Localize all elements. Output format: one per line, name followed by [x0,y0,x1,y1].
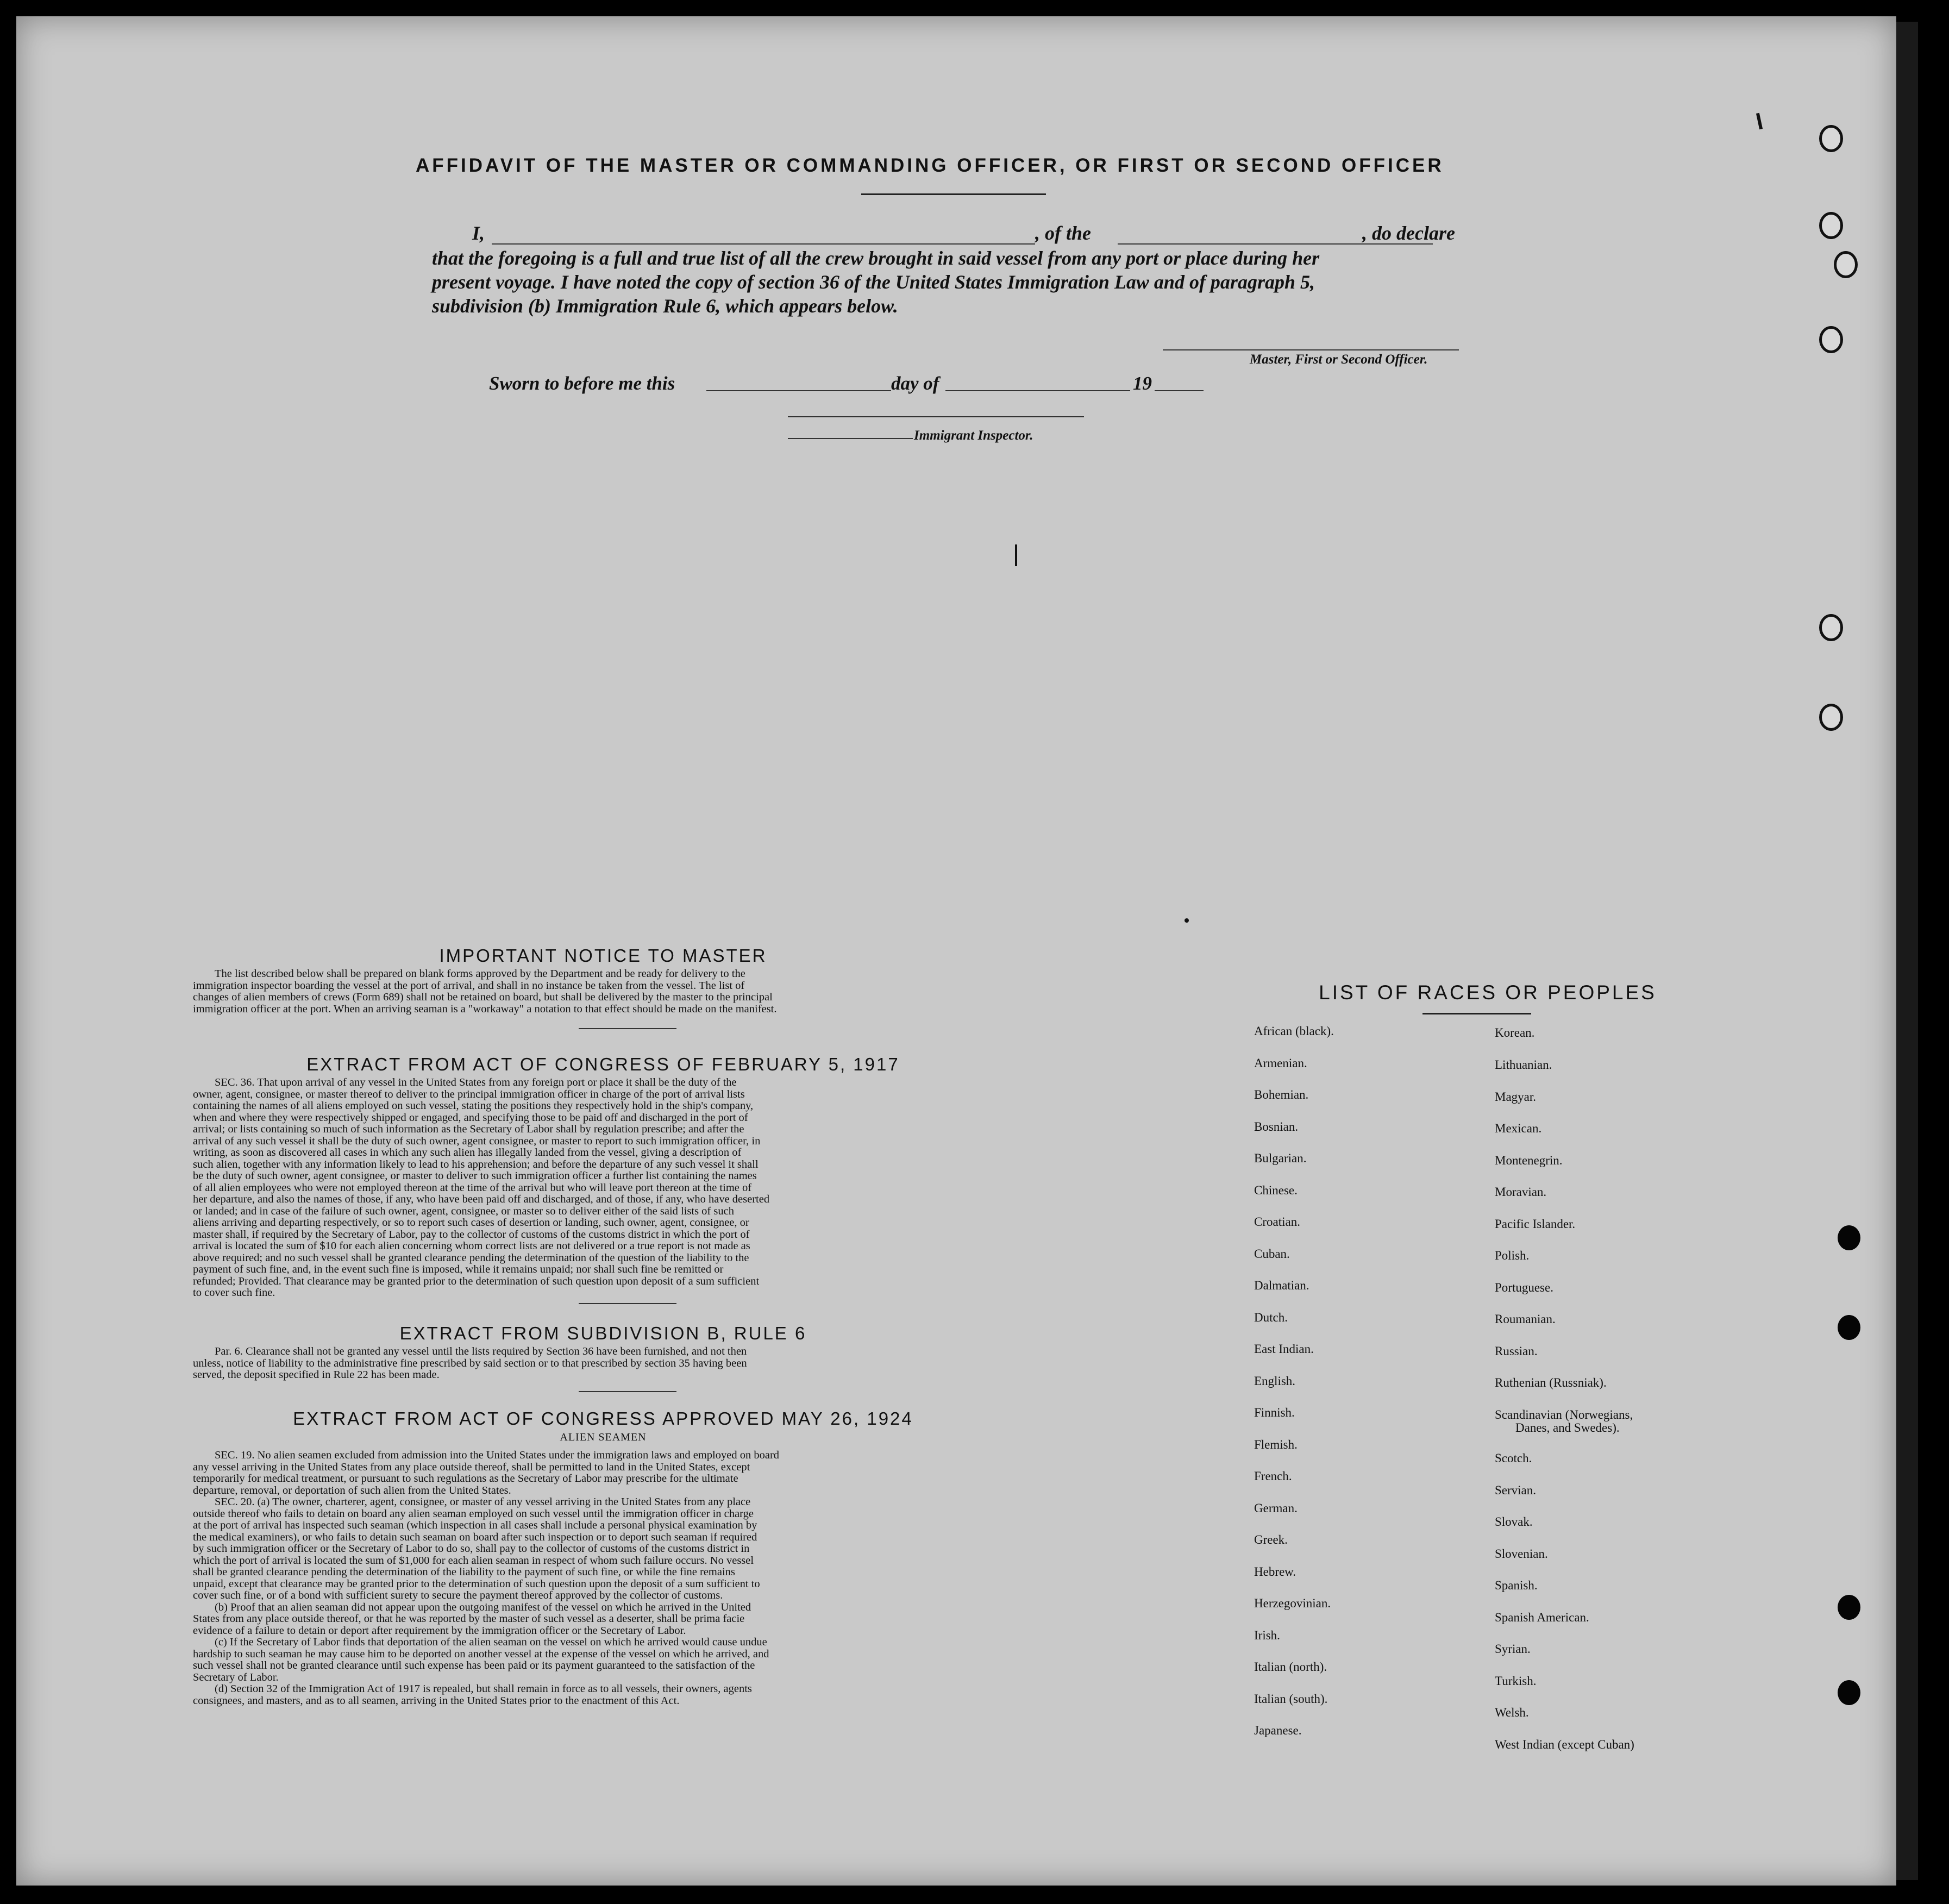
race-item: Chinese. [1254,1183,1298,1197]
race-item: Magyar. [1495,1090,1537,1104]
race-item: Bohemian. [1254,1088,1309,1101]
extract-1924-title: EXTRACT FROM ACT OF CONGRESS APPROVED MAY 26, 1924 [293,1408,913,1429]
extract-1924-line: outside thereof who fails to detain on board any alien seaman employed on such vessel until the immigration officer in charge [193,1507,754,1520]
stray-mark [1185,918,1189,923]
extract-1924-body [193,1450,1013,1707]
year-prefix: 19 [1133,373,1152,394]
notice-title: IMPORTANT NOTICE TO MASTER [439,945,767,966]
sworn-line [489,373,675,394]
extract-1917-line: aliens arriving and departing respectively, or so to report such cases of desertion or landing, such owner, agent, consignee, or [193,1217,749,1229]
notice-line: immigration officer at the port. When an arriving seaman is a "workaway" a notation to that effect should be made on the manifest. [193,1003,777,1015]
extract-1924-line: evidence of a failure to detain or deport after requirement by the immigration officer or the Secretary of Labor. [193,1624,686,1637]
extract-1924-line: temporarily for medical treatment, or pursuant to such regulations as the Secretary of Labor may prescribe for the ultimate [193,1473,738,1485]
extract-1917-line: be the duty of such owner, agent consignee, or master to deliver to such immigration officer a further list containing the names [193,1170,757,1182]
extract-1917-line: owner, agent, consignee, or master thereof to deliver to the principal immigration officer in charge of the port of arrival lists [193,1088,745,1100]
inspector-signature-line[interactable] [788,416,1084,417]
extract-1924-line: by such immigration officer or the Secretary of Labor to do so, shall pay to the collector of customs of the customs district in [193,1543,750,1555]
race-item: Montenegrin. [1495,1154,1563,1167]
race-item: Spanish American. [1495,1611,1589,1624]
race-item: Cuban. [1254,1247,1290,1261]
race-item: Flemish. [1254,1438,1298,1451]
extract-1924-line: Secretary of Labor. [193,1671,279,1683]
race-item: Syrian. [1495,1642,1531,1656]
extract-1917-line: or landed; and in case of the failure of such owner, agent, consignee, or master so to deliver either of the said lists of such [193,1205,734,1217]
extract-1924-line: departure, removal, or deportation of such alien from the United States. [193,1484,511,1496]
race-item: Dalmatian. [1254,1279,1309,1292]
rule6-line: Par. 6. Clearance shall not be granted any vessel until the lists required by Section 36 have been furnished, and not then [215,1345,747,1357]
rule6-line: served, the deposit specified in Rule 22 has been made. [193,1369,440,1381]
race-item: Italian (north). [1254,1660,1327,1674]
affidavit-title: AFFIDAVIT OF THE MASTER OR COMMANDING OFFICER, OR FIRST OR SECOND OFFICER [416,155,1444,176]
race-item: Portuguese. [1495,1281,1553,1294]
race-item: Slovenian. [1495,1547,1548,1561]
race-item: African (black). [1254,1024,1334,1038]
race-item: Mexican. [1495,1122,1542,1135]
rule6-line: unless, notice of liability to the administrative fine prescribed by said section or to that prescribed by section 35 having been [193,1357,747,1369]
race-item: Scotch. [1495,1451,1532,1465]
do-declare-label: , do declare [1362,222,1455,244]
master-signature-line[interactable] [1163,349,1459,350]
race-item: Russian. [1495,1344,1538,1358]
punch-dot-icon [1838,1315,1860,1340]
extract-1917-line: payment of such fine, and, in the event such fine is imposed, while it remains unpaid; nor shall such fine be remitted or [193,1263,724,1275]
name-blank[interactable] [492,242,1035,245]
race-item: Italian (south). [1254,1692,1328,1706]
extract-1924-line: (d) Section 32 of the Immigration Act of 1917 is repealed, but shall remain in force as to all vessels, their owners, agents [215,1683,752,1695]
punch-hole-icon [1819,125,1843,152]
race-item: Polish. [1495,1249,1530,1262]
sworn-month-blank[interactable] [945,390,1130,391]
races-title: LIST OF RACES OR PEOPLES [1319,981,1657,1004]
extract-1917-line: containing the names of all aliens employed on such vessel, stating the positions they respectively hold in the ship's company, [193,1100,754,1112]
extract-1924-subtitle: ALIEN SEAMEN [560,1431,647,1443]
race-item: Bulgarian. [1254,1151,1307,1165]
extract-1917-line: master shall, if required by the Secretary of Labor, pay to the collector of customs of the customs district in which the port of [193,1228,750,1241]
extract-1917-line: arrival of any such vessel it shall be the duty of such owner, agent consignee, or master to report to such immigration officer, in [193,1135,761,1147]
race-item: Armenian. [1254,1056,1307,1070]
race-item: Croatian. [1254,1215,1300,1229]
punch-hole-icon [1819,326,1843,353]
extract-1924-line: cover such fine, or of a bond with sufficient surety to secure the payment thereof approved by the collector of customs. [193,1589,723,1601]
notice-rule [579,1028,676,1029]
extract-1924-line: at the port of arrival has inspected such seaman (which inspection in all cases shall include a personal physical examination by [193,1519,757,1531]
master-signature-caption: Master, First or Second Officer. [1250,352,1428,367]
page-edge [1896,22,1918,1880]
extract-1924-line: such vessel shall not be granted clearance until such expense has been paid or its payment guaranteed to the satisfaction of the [193,1659,755,1671]
rule6-rule [579,1391,676,1392]
race-item: French. [1254,1469,1292,1483]
race-item: Dutch. [1254,1311,1288,1324]
extract-1924-line: SEC. 19. No alien seamen excluded from admission into the United States under the immigration laws and employed on board [215,1449,780,1461]
race-item: Roumanian. [1495,1312,1556,1326]
race-item: East Indian. [1254,1342,1314,1356]
extract-1924-line: (b) Proof that an alien seaman did not appear upon the outgoing manifest of the vessel on which he arrived in the United [215,1601,751,1613]
of-the-label: , of the [1035,222,1091,244]
notice-line: changes of alien members of crews (Form 689) shall not be retained on board, but shall be delivered by the master to the principal [193,991,773,1003]
extract-1917-line: to cover such fine. [193,1287,275,1299]
race-item: Servian. [1495,1483,1537,1497]
race-item: Spanish. [1495,1579,1538,1592]
punch-hole-icon [1834,251,1858,278]
extract-1917-line: arrival is located the sum of $10 for each alien concerning whom correct lists are not delivered or a true report is not made as [193,1240,750,1252]
extract-1917-title: EXTRACT FROM ACT OF CONGRESS OF FEBRUARY 5, 1917 [306,1054,900,1074]
races-rule [1422,1013,1531,1014]
extract-1917-line: above required; and no such vessel shall be granted clearance pending the determination of the question of the liability to the [193,1251,749,1264]
race-item: Moravian. [1495,1185,1547,1199]
rule6-body [193,1346,1013,1381]
inspector-caption: Immigrant Inspector. [914,428,1033,443]
extract-1924-line: States from any place outside thereof, or that he was reported by the master of such vessel as a deserter, shall be prima facie [193,1613,745,1625]
extract-1917-line: such alien, together with any information likely to lead to his apprehension; and before the departure of any such vessel it shall [193,1158,759,1170]
punch-hole-icon [1819,614,1843,641]
punch-dot-icon [1838,1225,1860,1250]
day-of-label: day of [891,373,939,394]
extract-1917-line: SEC. 36. That upon arrival of any vessel in the United States from any foreign port or place it shall be the duty of the [215,1076,737,1088]
extract-1917-line: refunded; Provided. That clearance may be granted prior to the determination of such question upon deposit of a sum sufficient [193,1275,760,1287]
stray-mark [1015,544,1017,566]
race-item: Scandinavian (Norwegians, [1495,1408,1633,1421]
race-item: Lithuanian. [1495,1058,1552,1072]
punch-hole-icon [1819,212,1843,239]
title-rule [861,193,1046,195]
i-label: I, [472,222,485,244]
extract-1924-line: hardship to such seaman he may cause him to be deported on another vessel at the expense of the vessel on which he arrived, and [193,1648,769,1660]
race-item: Welsh. [1495,1706,1529,1719]
rule6-title: EXTRACT FROM SUBDIVISION B, RULE 6 [399,1323,807,1343]
extract-1924-line: (c) If the Secretary of Labor finds that deportation of the alien seaman on the vessel on which he arrived would cause undue [215,1636,767,1648]
race-item: West Indian (except Cuban) [1495,1738,1634,1751]
extract-1917-line: arrival; or lists containing so much of such information as the Secretary of Labor shall by regulation prescribe; and after the [193,1123,744,1135]
sworn-year-blank[interactable] [1155,390,1204,391]
race-item: Japanese. [1254,1724,1302,1737]
extract-1917-line: when and where they were respectively shipped or engaged, and specifying those to be paid off and discharged in the port of [193,1111,748,1124]
extract-1917-rule [579,1303,676,1304]
race-item: Turkish. [1495,1674,1537,1688]
race-item: Finnish. [1254,1406,1295,1419]
sworn-day-blank[interactable] [706,390,891,391]
race-item: Korean. [1495,1026,1535,1039]
race-item: Hebrew. [1254,1565,1296,1579]
race-item: Ruthenian (Russniak). [1495,1376,1607,1389]
notice-line: The list described below shall be prepared on blank forms approved by the Department and be ready for delivery to the [215,968,745,980]
race-item: Danes, and Swedes). [1515,1421,1620,1435]
race-item: Irish. [1254,1629,1280,1642]
declaration-line-2: that the foregoing is a full and true list of all the crew brought in said vessel from any port or place during her [432,247,1320,269]
extract-1924-line: shall be granted clearance pending the determination of the liability to the payment of such fine, or while the fine remains [193,1566,735,1578]
sworn-label: Sworn to before me this [489,373,675,394]
extract-1924-line: unpaid, except that clearance may be granted prior to the determination of such question upon the deposit of a sum sufficient to [193,1577,760,1590]
race-item: Slovak. [1495,1515,1533,1529]
race-item: Herzegovinian. [1254,1596,1331,1610]
race-item: German. [1254,1501,1298,1515]
declaration-line-4: subdivision (b) Immigration Rule 6, which appears below. [432,295,898,317]
notice-body [193,968,1013,1015]
stray-mark [1756,113,1763,130]
form-page [16,16,1896,1886]
extract-1917-body [193,1077,1013,1299]
extract-1924-line: which the port of arrival is located the sum of $1,000 for each alien seaman in respect of whom such failure occurs. No vessel [193,1554,754,1567]
punch-dot-icon [1838,1680,1860,1705]
punch-dot-icon [1838,1595,1860,1620]
race-item: Bosnian. [1254,1120,1299,1133]
race-item: English. [1254,1374,1296,1388]
extract-1917-line: of all alien employees who were not employed thereon at the time of the arrival but who will leave port thereon at the time of [193,1181,752,1194]
extract-1917-line: her departure, and also the names of those, if any, who have been paid off and discharged, and of those, if any, who have deserted [193,1193,770,1205]
declaration-line-3: present voyage. I have noted the copy of section 36 of the United States Immigration Law and of paragraph 5, [432,271,1315,293]
extract-1924-line: SEC. 20. (a) The owner, charterer, agent, consignee, or master of any vessel arriving in the United States from any place [215,1496,751,1508]
inspector-caption-line [788,438,913,439]
extract-1917-line: writing, as soon as discovered all cases in which any such alien has illegally landed from the vessel, giving a description of [193,1147,742,1158]
extract-1924-line: the medical examiners), or who fails to detain such seaman on board after such inspection or to deport such seaman if required [193,1531,757,1543]
race-item: Pacific Islander. [1495,1217,1576,1231]
notice-line: immigration inspector boarding the vessel at the port of arrival, and shall in no instance be taken from the vessel. The list of [193,979,745,992]
punch-hole-icon [1819,704,1843,731]
extract-1924-line: any vessel arriving in the United States from any place outside thereof, shall be permitted to land in the United States, except [193,1461,750,1473]
race-item: Greek. [1254,1533,1288,1546]
extract-1924-line: consignees, and masters, and as to all seamen, arriving in the United States prior to the enactment of this Act. [193,1694,680,1707]
